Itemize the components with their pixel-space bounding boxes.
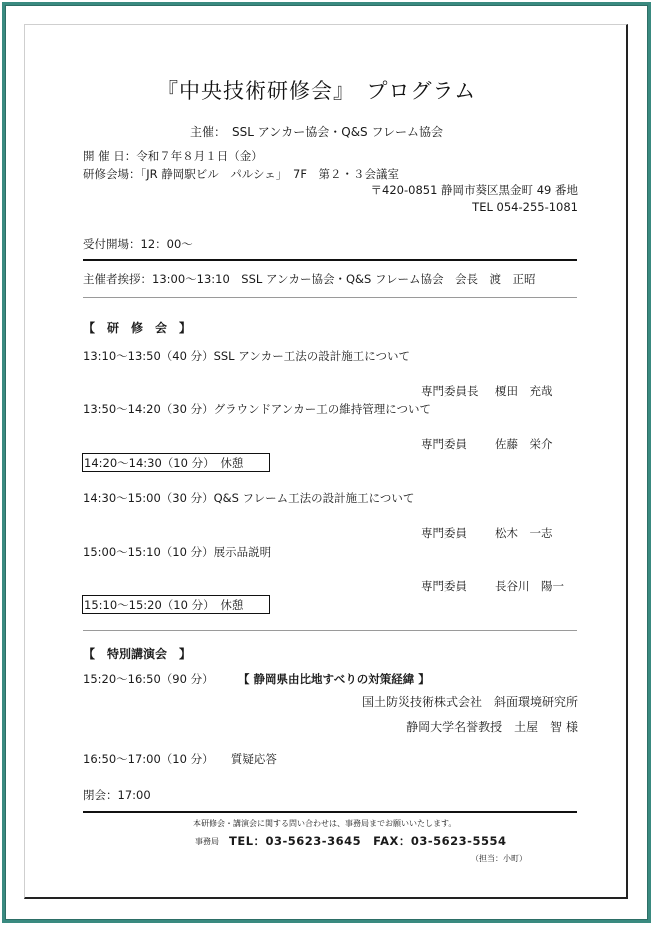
document-title: 『中央技術研修会』 プログラム — [157, 79, 477, 103]
session-1-time: 13:10～13:50（40 分）SSL アンカー工法の設計施工について — [83, 349, 411, 363]
office-person: （担当：小町） — [471, 854, 527, 863]
event-date: 開 催 日：令和７年８月１日（金） — [83, 149, 263, 163]
special-lecture-header: 【 特別講演会 】 — [83, 647, 192, 661]
venue-tel: TEL 054-255-1081 — [472, 200, 578, 214]
break-1-box: 14:20～14:30（10 分） 休憩 — [82, 453, 270, 472]
divider — [83, 630, 577, 631]
session-4-role: 専門委員 — [421, 579, 467, 593]
divider — [83, 811, 577, 813]
closing-time: 閉会：17:00 — [83, 788, 151, 802]
venue-address: 〒420-0851 静岡市葵区黒金町 49 番地 — [370, 183, 578, 197]
session-3-role: 専門委員 — [421, 526, 467, 540]
special-lecture-topic: 【 静岡県由比地すべりの対策経緯 】 — [238, 672, 430, 686]
session-2-time: 13:50～14:20（30 分）グラウンドアンカー工の維持管理について — [83, 402, 432, 416]
session-2-speaker: 佐藤 栄介 — [495, 437, 553, 451]
session-2-role: 専門委員 — [421, 437, 467, 451]
divider — [83, 259, 577, 261]
office-contact: TEL：03-5623-3645 FAX：03-5623-5554 — [229, 834, 507, 848]
divider — [83, 297, 577, 298]
session-1-role: 専門委員長 — [421, 384, 479, 398]
special-lecture-org: 国土防災技術株式会社 斜面環境研究所 — [361, 695, 578, 709]
office-label: 事務局 — [195, 837, 219, 846]
special-lecture-speaker: 静岡大学名誉教授 土屋 智 様 — [406, 720, 578, 734]
qa-line: 16:50～17:00（10 分） 質疑応答 — [83, 752, 277, 766]
document-page — [24, 24, 628, 899]
reception-time: 受付開場：12：00～ — [83, 237, 193, 251]
session-3-speaker: 松木 一志 — [495, 526, 553, 540]
break-2-box: 15:10～15:20（10 分） 休憩 — [82, 595, 270, 614]
kenshu-header: 【 研 修 会 】 — [83, 321, 192, 335]
session-4-speaker: 長谷川 陽一 — [495, 579, 564, 593]
venue-line: 研修会場：「JR 静岡駅ビル パルシェ」 7F 第２・３会議室 — [83, 167, 399, 181]
session-3-time: 14:30～15:00（30 分）Q&S フレーム工法の設計施工について — [83, 491, 415, 505]
session-4-time: 15:00～15:10（10 分）展示品説明 — [83, 545, 272, 559]
host-line: 主催： SSL アンカー協会・Q&S フレーム協会 — [190, 125, 444, 139]
special-lecture-time: 15:20～16:50（90 分） — [83, 672, 214, 686]
session-1-speaker: 榎田 充哉 — [495, 384, 553, 398]
greeting-line: 主催者挨拶：13:00～13:10 SSL アンカー協会・Q&S フレーム協会 会長 渡 正昭 — [83, 272, 536, 286]
footer-note: 本研修会・講演会に関する問い合わせは、事務局までお願いいたします。 — [193, 819, 457, 828]
